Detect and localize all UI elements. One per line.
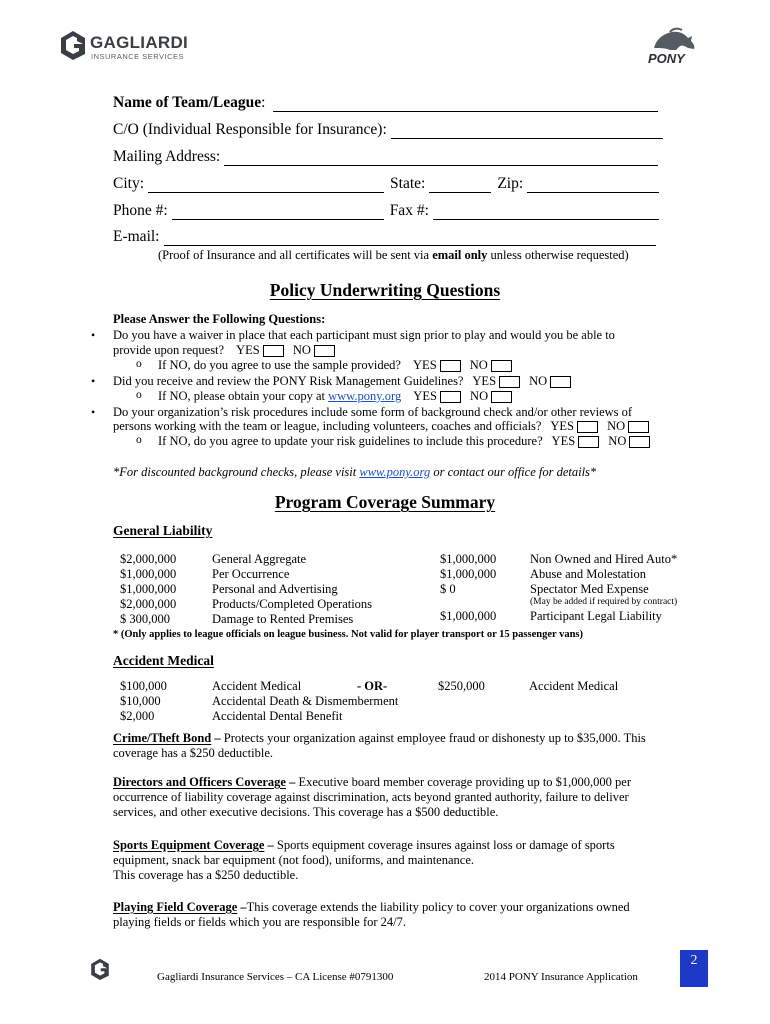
gl-label: Personal and Advertising [212, 582, 338, 596]
bullet-1: • [91, 328, 96, 342]
crime-theft-bond [113, 731, 663, 761]
am-amount: $2,000 [120, 709, 155, 723]
accident-medical-heading: Accident Medical [113, 653, 214, 668]
state-line[interactable] [429, 178, 491, 193]
question-3-sub-text: If NO, do you agree to update your risk guidelines to include this procedure? [158, 434, 543, 448]
q1-yes-label: YES [236, 343, 260, 357]
question-3-sub [158, 434, 656, 449]
bullet-2: • [91, 374, 96, 388]
q3sub-no-checkbox[interactable] [629, 436, 650, 448]
gl-label: Non Owned and Hired Auto* [530, 552, 678, 566]
q1sub-no-checkbox[interactable] [491, 360, 512, 372]
gl-amount: $1,000,000 [120, 567, 177, 581]
gl-label: Participant Legal Liability [530, 609, 662, 623]
general-liability-heading: General Liability [113, 523, 213, 538]
background-check-link[interactable]: www.pony.org [359, 465, 431, 479]
dno-text: Executive board member coverage providing up to $1,000,000 per occurrence of liability coverage against discrimination, acts beyond granted authority, failure to deliver services, and other executive decisions. This coverage has a $500 deductible. [113, 775, 632, 820]
q2-no-label: NO [529, 374, 548, 388]
question-1-line-2 [113, 343, 341, 358]
sports-lead: Sports Equipment Coverage [113, 838, 265, 852]
question-1-sub-text: If NO, do you agree to use the sample provided? [158, 358, 401, 372]
q1-yes-checkbox[interactable] [263, 345, 284, 357]
pony-logo-text: PONY [648, 51, 685, 66]
sports-deductible: This coverage has a $250 deductible. [113, 868, 299, 883]
crime-lead: Crime/Theft Bond [113, 731, 212, 745]
email-line[interactable] [164, 231, 656, 246]
q1sub-yes-label: YES [413, 358, 437, 372]
pony-logo-icon [640, 26, 702, 66]
pony-guidelines-link[interactable]: www.pony.org [328, 389, 402, 403]
fax-label: Fax #: [389, 202, 429, 219]
gl-amount: $2,000,000 [120, 552, 177, 566]
directors-officers-coverage [113, 775, 663, 821]
footer-doc-title: 2014 PONY Insurance Application [484, 971, 638, 983]
question-3-text: persons working with the team or league, including volunteers, coaches and officials? [113, 419, 542, 433]
q2-no-checkbox[interactable] [550, 376, 571, 388]
q1-no-checkbox[interactable] [314, 345, 335, 357]
question-2-text: Did you receive and review the PONY Risk Management Guidelines? [113, 374, 464, 388]
bullet-3: • [91, 405, 96, 419]
proof-note-text: (Proof of Insurance and all certificates will be sent via [158, 248, 433, 262]
am-label: Accident Medical [212, 679, 302, 693]
question-1-sub [158, 358, 518, 373]
city-label: City: [113, 175, 145, 192]
gl-amount: $1,000,000 [440, 567, 497, 581]
am-label: Accidental Death & Dismemberment [212, 694, 399, 708]
question-2-sub-text: If NO, please obtain your copy at [158, 389, 329, 403]
team-league-label: Name of Team/League [113, 94, 262, 111]
q1-no-label: NO [292, 343, 311, 357]
gl-footnote: * (Only applies to league officials on league business. Not valid for player transport or 15 passenger vans) [113, 629, 583, 640]
co-field[interactable] [113, 121, 663, 139]
sub-bullet-2: o [136, 389, 142, 401]
phone-fax-row [113, 202, 659, 220]
sports-text: Sports equipment coverage insures against loss or damage of sports equipment, snack bar equipment (not food), uniforms, and maintenance. [113, 838, 615, 868]
city-state-zip-row [113, 175, 659, 193]
q3-yes-label: YES [550, 419, 575, 433]
co-line[interactable] [391, 124, 663, 139]
city-line[interactable] [148, 178, 384, 193]
bg-note-text: *For discounted background checks, please visit [113, 465, 360, 479]
footer-logo-icon [90, 958, 110, 980]
q3sub-no-label: NO [608, 434, 627, 448]
crime-dash: – [211, 731, 224, 745]
gl-amount: $2,000,000 [120, 597, 177, 611]
question-1-text: provide upon request? [113, 343, 225, 357]
gl-amount: $1,000,000 [440, 552, 497, 566]
q2sub-no-label: NO [470, 389, 489, 403]
gagliardi-logo-icon [60, 30, 86, 60]
question-3-line-1: Do your organization’s risk procedures include some form of background check and/or other reviews of [113, 405, 633, 419]
gl-note: (May be added if required by contract) [530, 597, 678, 607]
crime-text: Protects your organization against employee fraud or dishonesty up to $35,000. This coverage has a $250 deductible. [113, 731, 646, 761]
gl-amount: $ 0 [440, 582, 456, 596]
gl-label: General Aggregate [212, 552, 307, 566]
zip-label: Zip: [497, 175, 524, 192]
q2-yes-label: YES [472, 374, 497, 388]
email-field[interactable] [113, 228, 656, 246]
proof-of-insurance-note [158, 248, 629, 263]
q2sub-yes-label: YES [413, 389, 437, 403]
field-lead: Playing Field Coverage [113, 900, 238, 914]
am-alt-label: Accident Medical [529, 679, 619, 693]
company-subtitle: INSURANCE SERVICES [91, 52, 185, 61]
background-check-note [113, 465, 596, 480]
gl-label: Abuse and Molestation [530, 567, 646, 581]
q2sub-yes-checkbox[interactable] [440, 391, 461, 403]
gl-amount: $1,000,000 [440, 609, 497, 623]
question-3-line-2 [113, 419, 655, 434]
question-2-sub [158, 389, 518, 404]
underwriting-title: Policy Underwriting Questions [269, 280, 501, 300]
team-league-colon: : [261, 94, 266, 111]
q2-yes-checkbox[interactable] [499, 376, 520, 388]
team-league-field[interactable] [113, 94, 658, 112]
q3-yes-checkbox[interactable] [577, 421, 598, 433]
mailing-address-field[interactable] [113, 148, 658, 166]
co-label: C/O (Individual Responsible for Insurance): [113, 121, 387, 138]
q1sub-no-label: NO [469, 358, 488, 372]
mailing-address-line[interactable] [224, 151, 658, 166]
phone-label: Phone #: [113, 202, 168, 219]
dno-dash: – [285, 775, 299, 789]
gl-label: Damage to Rented Premises [212, 612, 354, 626]
underwriting-instruction: Please Answer the Following Questions: [113, 312, 326, 326]
q3sub-yes-checkbox[interactable] [578, 436, 599, 448]
coverage-title: Program Coverage Summary [274, 492, 496, 512]
am-or-label: - OR- [357, 679, 388, 693]
sub-bullet-3: o [136, 434, 142, 446]
gl-label: Products/Completed Operations [212, 597, 373, 611]
gl-amount: $ 300,000 [120, 612, 170, 626]
dno-lead: Directors and Officers Coverage [113, 775, 286, 789]
question-1-line-1: Do you have a waiver in place that each participant must sign prior to play and would you be able to [113, 328, 615, 342]
mailing-address-label: Mailing Address: [113, 148, 221, 165]
field-text: This coverage extends the liability policy to cover your organizations owned playing fields or fields which you are responsible for 24/7. [113, 900, 630, 930]
q1sub-yes-checkbox[interactable] [440, 360, 461, 372]
company-name: GAGLIARDI [90, 33, 189, 52]
gl-label: Spectator Med Expense [530, 582, 649, 596]
sports-dash: – [264, 838, 277, 852]
page-number: 2 [690, 953, 698, 968]
phone-line[interactable] [172, 205, 384, 220]
am-label: Accidental Dental Benefit [212, 709, 343, 723]
gl-label: Per Occurrence [212, 567, 290, 581]
q3sub-yes-label: YES [551, 434, 576, 448]
am-amount: $10,000 [120, 694, 161, 708]
state-label: State: [390, 175, 426, 192]
q3-no-label: NO [607, 419, 626, 433]
proof-note-text-end: unless otherwise requested) [487, 248, 629, 262]
bg-note-text-end: or contact our office for details* [430, 465, 597, 479]
am-amount: $100,000 [120, 679, 167, 693]
proof-note-bold: email only [432, 248, 488, 262]
q2sub-no-checkbox[interactable] [491, 391, 512, 403]
sub-bullet-1: o [136, 358, 142, 370]
email-label: E-mail: [113, 228, 160, 245]
playing-field-coverage [113, 900, 663, 930]
field-dash: – [237, 900, 247, 914]
gl-amount: $1,000,000 [120, 582, 177, 596]
zip-line[interactable] [527, 178, 659, 193]
footer-license: Gagliardi Insurance Services – CA License #0791300 [157, 971, 394, 983]
question-2 [113, 374, 577, 389]
team-league-line[interactable] [273, 97, 658, 112]
sports-equipment-coverage [113, 838, 663, 884]
q3-no-checkbox[interactable] [628, 421, 649, 433]
am-alt-amount: $250,000 [438, 679, 485, 693]
fax-line[interactable] [433, 205, 659, 220]
